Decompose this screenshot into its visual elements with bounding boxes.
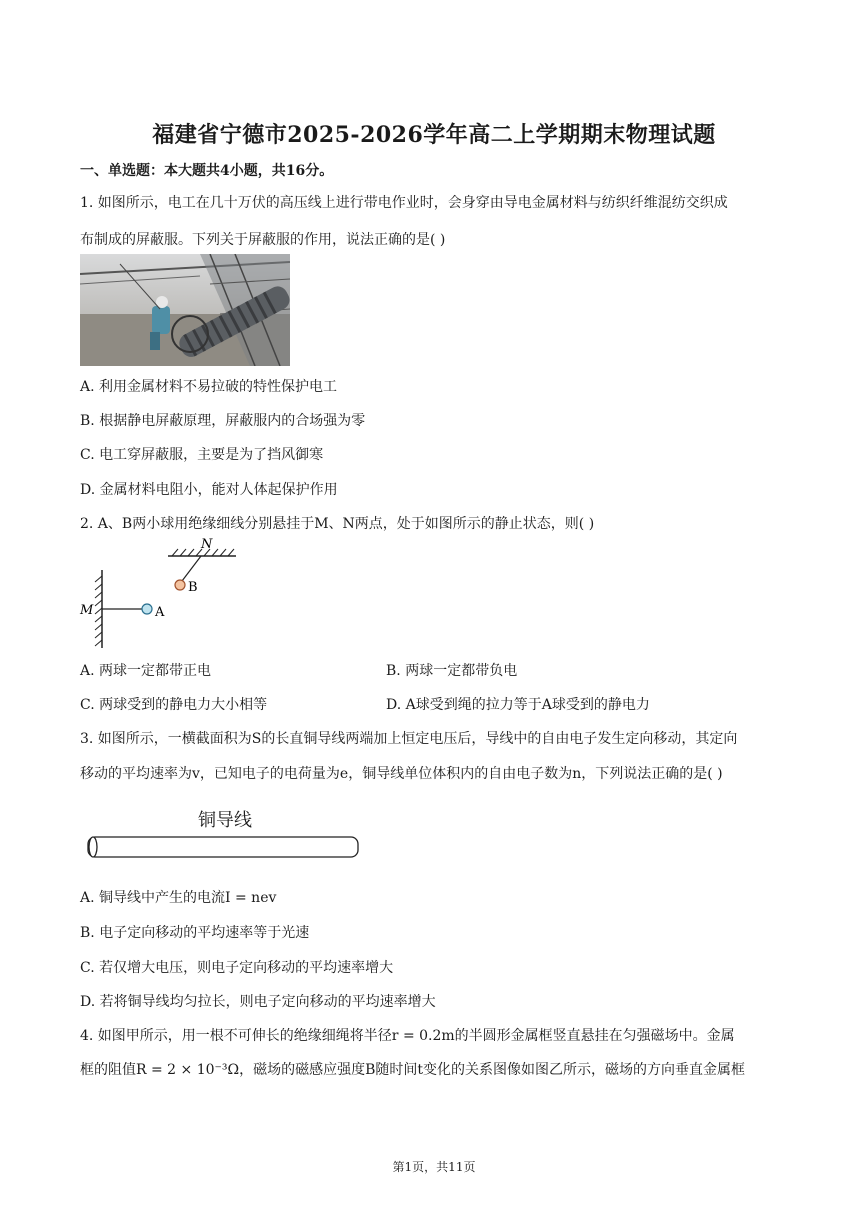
- q4-stem-line1: 4. 如图甲所示，用一根不可伸长的绝缘细绳将半径r = 0.2m的半圆形金属框竖直悬挂在匀强磁场中。金属: [80, 1028, 735, 1044]
- label-m: M: [80, 603, 94, 618]
- page-footer: 第1页，共11页: [392, 1160, 476, 1174]
- q2-diagram: [76, 536, 246, 651]
- page-title: 福建省宁德市2025-2026学年高二上学期期末物理试题: [152, 122, 716, 148]
- wire-body: [88, 837, 358, 857]
- q3-option-a: A. 铜导线中产生的电流I = nev: [80, 890, 277, 906]
- wire-cross-section: [89, 837, 97, 857]
- q3-stem-line1: 3. 如图所示，一横截面积为S的长直铜导线两端加上恒定电压后，导线中的自由电子发生定向移动，其定向: [80, 731, 738, 747]
- label-a: A: [155, 605, 165, 620]
- thread-b: [182, 556, 201, 581]
- q2-option-c: C. 两球受到的静电力大小相等: [80, 697, 268, 713]
- q2-option-b: B. 两球一定都带负电: [386, 663, 518, 679]
- q1-option-b: B. 根据静电屏蔽原理，屏蔽服内的合场强为零: [80, 413, 366, 429]
- q2-stem-line1: 2. A、B两小球用绝缘细线分别悬挂于M、N两点，处于如图所示的静止状态，则( ): [80, 516, 595, 532]
- section-heading: 一、单选题：本大题共4小题，共16分。: [80, 163, 334, 179]
- q1-option-a: A. 利用金属材料不易拉破的特性保护电工: [80, 379, 338, 395]
- q3-option-d: D. 若将铜导线均匀拉长，则电子定向移动的平均速率增大: [80, 994, 436, 1010]
- q1-option-c: C. 电工穿屏蔽服，主要是为了挡风御寒: [80, 447, 324, 463]
- q1-stem-line2: 布制成的屏蔽服。下列关于屏蔽服的作用，说法正确的是( ): [80, 232, 446, 248]
- q3-stem-line2: 移动的平均速率为v，已知电子的电荷量为e，铜导线单位体积内的自由电子数为n，下列说法正确的是( ): [80, 766, 723, 782]
- ball-a: [142, 604, 152, 614]
- q1-option-d: D. 金属材料电阻小，能对人体起保护作用: [80, 482, 338, 498]
- ball-b: [175, 580, 185, 590]
- q1-stem-line1: 1. 如图所示，电工在几十万伏的高压线上进行带电作业时，会身穿由导电金属材料与纺织纤维混纺交织成: [80, 195, 728, 211]
- copper-wire-label: 铜导线: [198, 810, 252, 831]
- label-b: B: [188, 580, 198, 595]
- q2-option-d: D. A球受到绳的拉力等于A球受到的静电力: [386, 697, 650, 713]
- label-n: N: [201, 537, 213, 552]
- q2-option-a: A. 两球一定都带正电: [80, 663, 212, 679]
- q3-option-b: B. 电子定向移动的平均速率等于光速: [80, 925, 310, 941]
- q4-stem-line2: 框的阻值R = 2 × 10⁻³Ω，磁场的磁感应强度B随时间t变化的关系图像如图乙所示，磁场的方向垂直金属框: [80, 1062, 746, 1078]
- q3-option-c: C. 若仅增大电压，则电子定向移动的平均速率增大: [80, 960, 394, 976]
- q1-photo-power-line-worker: [80, 254, 290, 366]
- copper-wire-diagram: [84, 834, 364, 862]
